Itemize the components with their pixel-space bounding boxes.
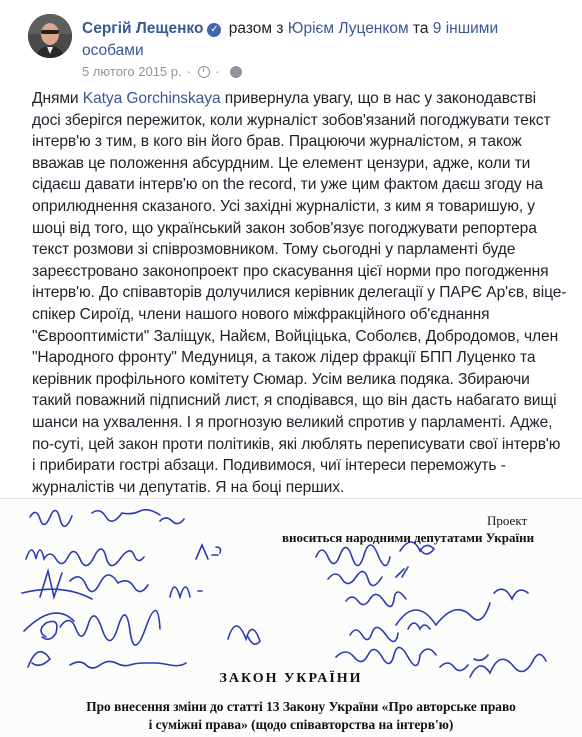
verified-badge-icon: ✓ [207,23,221,37]
mention-link[interactable]: Katya Gorchinskaya [82,90,221,107]
clock-icon [198,66,210,78]
document-project-label: Проект [487,513,528,528]
post-meta [82,64,242,79]
author-name-link[interactable]: Сергій Лещенко [82,20,204,37]
meta-separator-2: · [214,64,220,79]
with-prefix: разом з [228,20,284,37]
avatar-photo [28,14,72,58]
document-law-title: ЗАКОН УКРАЇНИ [219,671,363,686]
post-header [0,0,582,86]
author-line [82,18,552,62]
author-avatar[interactable] [28,14,72,58]
document-law-subtitle: Про внесення зміни до статті 13 Закону України «Про авторське право і суміжні права» (щодо співавторства на інтерв'ю) [86,699,516,732]
post-date-link[interactable]: 5 лютого 2015 р. [82,64,182,79]
meta-separator: · [186,64,191,79]
post-text-body: привернула увагу, що в нас у законодавстві досі зберігся пережиток, коли журналіст зобов'язаний погоджувати текст інтерв'ю з тим, в кого він його брав. Працюючи журналістом, я також вважав це положення абсурдним. Це елемент цензури, адже, коли ти сідаєш давати інтерв'ю on the record, ти уже цим фактом даєш згоду на оприлюднення сказаного. Усі західні журналісти, з ким я товаришую, у шоці від того, що український закон зобов'язує погоджувати репортера текст розмови зі співрозмовником. Тому сьогодні у парламенті буде зареєстровано законопроект про скасування цієї норми про погодження інтерв'ю. До співавторів долучилися керівник делегації у ПАРЄ Ар'єв, віце-спікер Сироїд, члени нашого нового міжфракційного об'єднання "Єврооптимісти" Заліщук, Найєм, Войціцька, Соболєв, Добродомов, член "Народного фронту" Медуниця, а також лідер фракції БПП Луценко та керівник профільного комітету Сюмар. Усім велика подяка. Збираючи такий поважний підписний лист, я сподівався, що він дасть набагато вищі шанси на ухвалення. І я прогнозую великий спротив у парламенті. Адже, по-суті, цей закон проти політиків, які люблять переписувати свої інтерв'ю і прибирати гострі абзаци. Подивимося, чиї інтереси переможуть - журналістів чи депутатів. Я на боці перших. [32,90,567,496]
post-text-start: Днями [32,90,83,107]
document-image[interactable] [0,498,582,737]
post-text [32,88,567,498]
others-link[interactable]: 9 іншими особами [82,20,499,59]
document-submitted-by: вноситься народними депутатами України [282,530,535,545]
globe-icon[interactable] [230,66,242,78]
tagged-person-link[interactable]: Юрієм Луценком [287,20,409,37]
and-word: та [412,20,429,37]
